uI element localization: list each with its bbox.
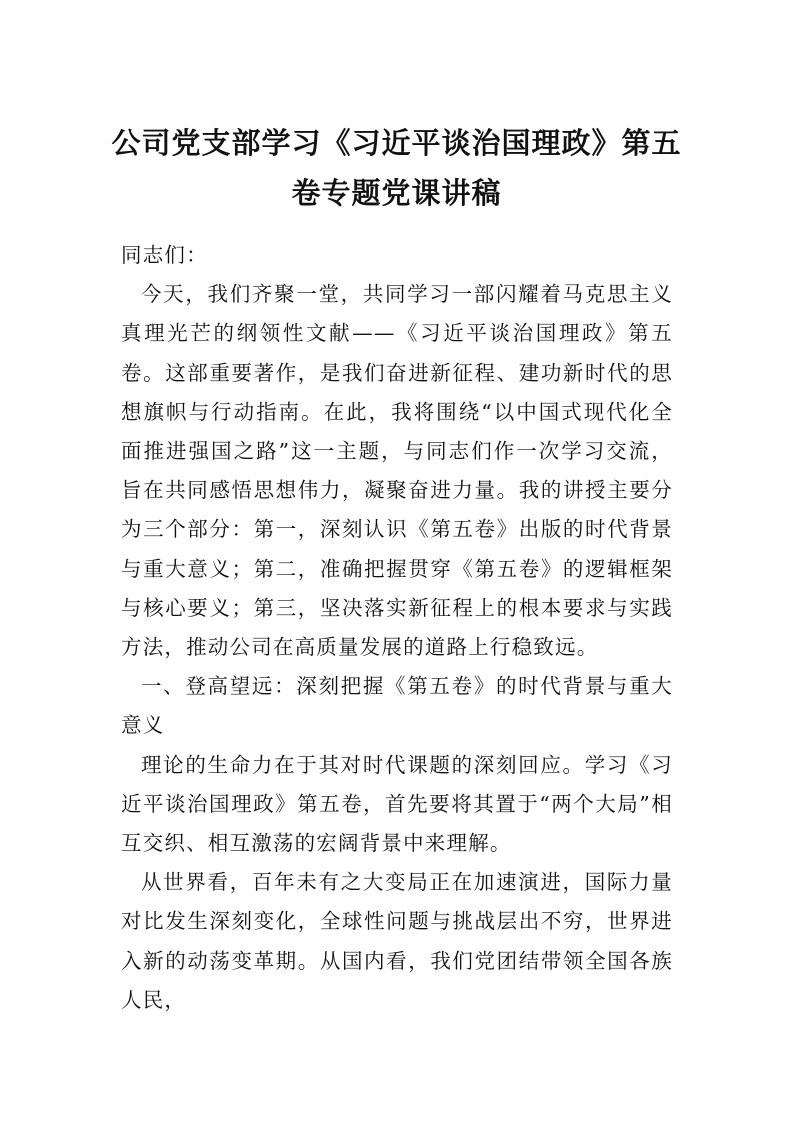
title-line-2: 卷专题党课讲稿 [291, 176, 502, 210]
section-heading-1: 一、登高望远：深刻把握《第五卷》的时代背景与重大意义 [121, 674, 673, 738]
document-title [100, 118, 693, 218]
paragraph-theory: 理论的生命力在于其对时代课题的深刻回应。学习《习近平谈治国理政》第五卷，首先要将其置于“两个大局”相互交织、相互激荡的宏阔背景中来理解。 [121, 752, 673, 856]
paragraph-world: 从世界看，百年未有之大变局正在加速演进，国际力量对比发生深刻变化，全球性问题与挑战层出不穷，世界进入新的动荡变革期。从国内看，我们党团结带领全国各族人民， [121, 870, 673, 1012]
paragraph-intro: 今天，我们齐聚一堂，共同学习一部闪耀着马克思主义真理光芒的纲领性文献——《习近平谈治国理政》第五卷。这部重要著作，是我们奋进新征程、建功新时代的思想旗帜与行动指南。在此，我将围绕“以中国式现代化全面推进强国之路”这一主题，与同志们作一次学习交流，旨在共同感悟思想伟力，凝聚奋进力量。我的讲授主要分为三个部分：第一，深刻认识《第五卷》出版的时代背景与重大意义；第二，准确把握贯穿《第五卷》的逻辑框架与核心要义；第三，坚决落实新征程上的根本要求与实践方法，推动公司在高质量发展的道路上行稳致远。 [121, 282, 673, 660]
title-line-1: 公司党支部学习《习近平谈治国理政》第五 [111, 126, 682, 160]
document-body [121, 236, 673, 1020]
salutation: 同志们： [121, 243, 208, 267]
